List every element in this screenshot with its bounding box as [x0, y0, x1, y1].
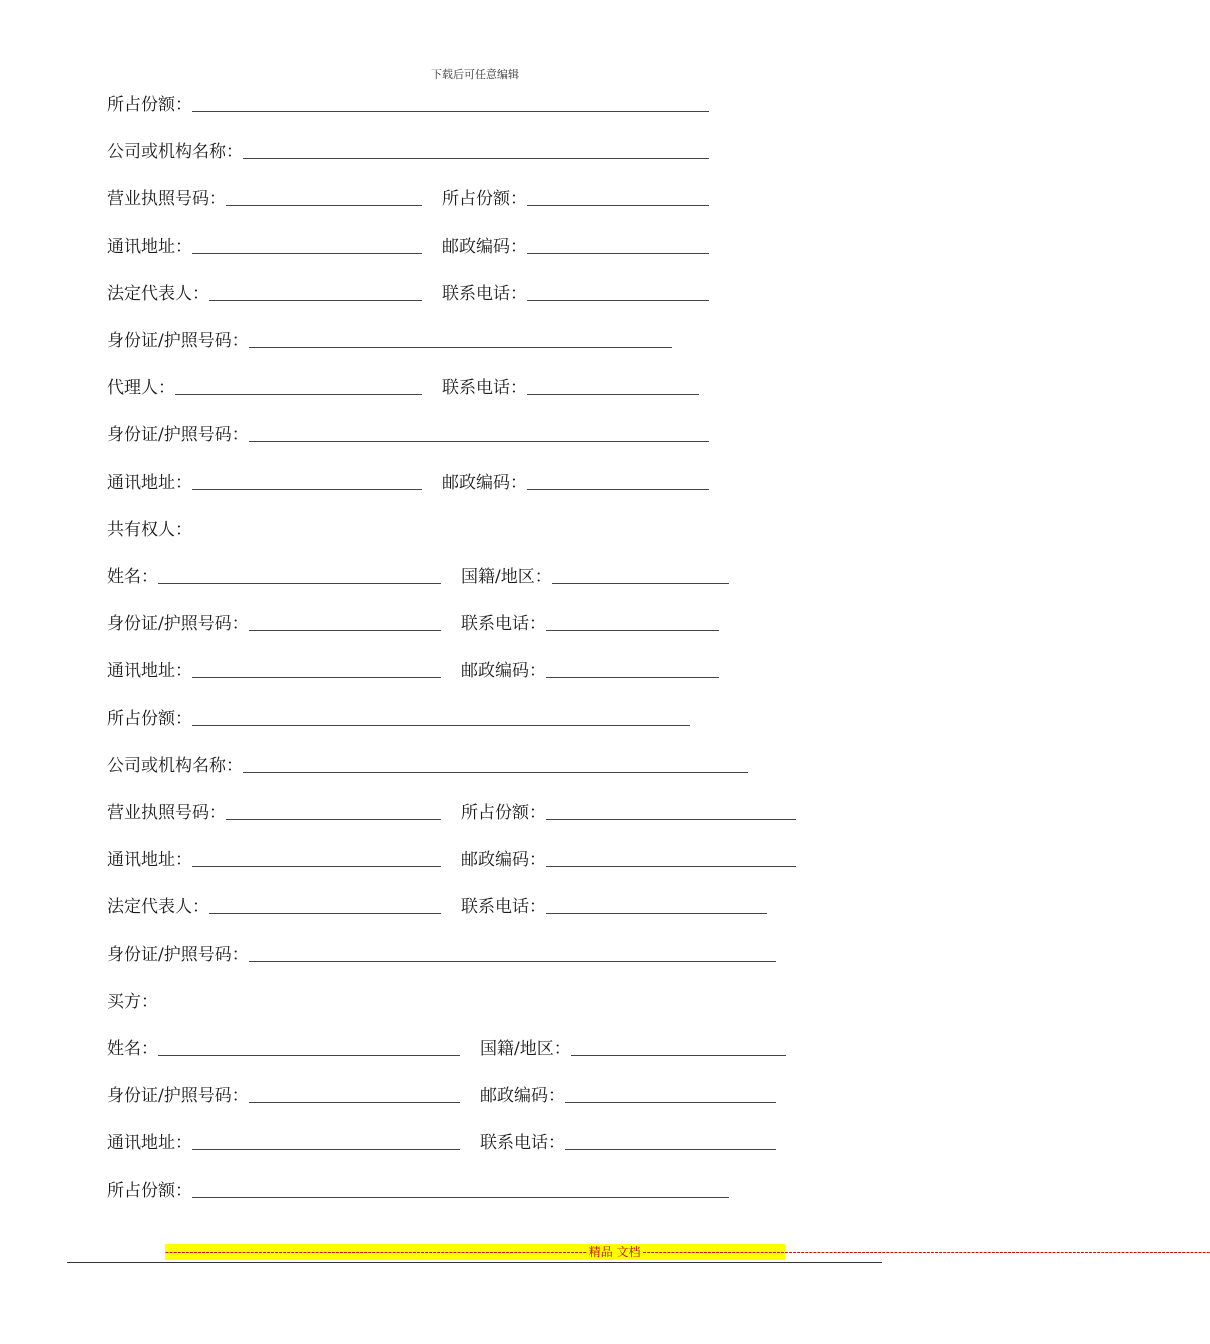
fill-in-blank[interactable] — [226, 204, 422, 206]
form-row — [107, 656, 719, 682]
fill-in-blank[interactable] — [527, 393, 699, 395]
form-field — [107, 94, 709, 116]
form-row — [107, 326, 672, 352]
fill-in-blank[interactable] — [209, 299, 422, 301]
fill-in-blank[interactable] — [527, 299, 709, 301]
form-row — [107, 704, 690, 730]
form-field — [480, 1132, 776, 1154]
field-label: 联系电话： — [461, 897, 546, 918]
form-field — [107, 472, 422, 494]
form-row — [107, 609, 719, 635]
form-field — [107, 802, 441, 824]
field-label: 公司或机构名称： — [107, 142, 243, 163]
form-field — [107, 330, 672, 352]
field-label: 姓名： — [107, 1039, 158, 1059]
fill-in-blank[interactable] — [571, 1054, 786, 1056]
footer-dashes-right: -------------------------------------------------------------------------------------------------------------------------------------------- — [642, 1245, 1210, 1259]
fill-in-blank[interactable] — [175, 393, 422, 395]
form-row — [107, 940, 776, 966]
form-field — [107, 1085, 460, 1107]
field-label: 身份证/护照号码： — [107, 331, 249, 351]
field-label: 通讯地址： — [107, 850, 192, 871]
fill-in-blank[interactable] — [527, 204, 709, 206]
field-label: 邮政编码： — [442, 236, 527, 257]
field-label: 邮政编码： — [461, 661, 546, 682]
field-label: 法定代表人： — [107, 283, 209, 304]
field-label: 公司或机构名称： — [107, 755, 243, 776]
form-field — [480, 1085, 776, 1107]
form-field — [442, 472, 709, 494]
form-row — [107, 1034, 786, 1060]
form-field — [461, 566, 729, 588]
form-field — [107, 141, 709, 163]
form-row — [107, 232, 709, 258]
field-label: 身份证/护照号码： — [107, 614, 249, 635]
field-label: 法定代表人： — [107, 897, 209, 918]
field-label: 联系电话： — [442, 378, 527, 399]
fill-in-blank[interactable] — [226, 818, 441, 820]
form-field — [442, 377, 699, 399]
form-row — [107, 373, 699, 399]
header-note: 下载后可任意编辑 — [431, 68, 519, 81]
field-label: 国籍/地区： — [461, 567, 552, 587]
field-label: 邮政编码： — [480, 1086, 565, 1107]
field-label: 身份证/护照号码： — [107, 425, 249, 446]
form-field — [107, 1038, 460, 1060]
fill-in-blank[interactable] — [158, 582, 441, 584]
form-field — [107, 236, 422, 258]
form-field — [461, 613, 719, 635]
fill-in-blank[interactable] — [192, 1196, 729, 1198]
fill-in-blank[interactable] — [552, 582, 729, 584]
field-label: 营业执照号码： — [107, 803, 226, 823]
form-field — [107, 613, 441, 635]
form-field — [107, 377, 422, 399]
fill-in-blank[interactable] — [192, 865, 441, 867]
fill-in-blank[interactable] — [249, 1101, 460, 1103]
form-field — [442, 283, 709, 305]
form-field — [107, 849, 441, 871]
footer-text: 精品 文档 — [588, 1245, 641, 1259]
fill-in-blank[interactable] — [565, 1101, 776, 1103]
form-field — [107, 755, 748, 777]
field-label: 邮政编码： — [461, 850, 546, 871]
form-field — [480, 1038, 786, 1060]
fill-in-blank[interactable] — [158, 1054, 460, 1056]
form-field — [461, 896, 767, 918]
fill-in-blank[interactable] — [565, 1148, 776, 1150]
form-field — [107, 1132, 460, 1154]
fill-in-blank[interactable] — [192, 1148, 460, 1150]
field-label: 所占份额： — [107, 95, 192, 115]
form-field — [461, 660, 719, 682]
form-row — [107, 184, 709, 210]
form-row — [107, 468, 709, 494]
section-heading: 共有权人： — [107, 519, 192, 540]
field-label: 邮政编码： — [442, 472, 527, 493]
form-row — [107, 279, 709, 305]
fill-in-blank[interactable] — [243, 771, 748, 773]
form-row — [107, 90, 709, 116]
form-row — [107, 1081, 776, 1107]
form-field — [442, 236, 709, 258]
fill-in-blank[interactable] — [249, 960, 776, 962]
form-field — [461, 849, 796, 871]
fill-in-blank[interactable] — [192, 724, 690, 726]
form-row — [107, 892, 767, 918]
fill-in-blank[interactable] — [546, 676, 719, 678]
field-label: 联系电话： — [461, 614, 546, 635]
fill-in-blank[interactable] — [243, 157, 709, 159]
section-heading-row — [107, 987, 158, 1013]
fill-in-blank[interactable] — [192, 110, 709, 112]
field-label: 所占份额： — [461, 803, 546, 823]
fill-in-blank[interactable] — [192, 676, 441, 678]
fill-in-blank[interactable] — [527, 252, 709, 254]
form-field — [107, 708, 690, 730]
form-row — [107, 845, 796, 871]
fill-in-blank[interactable] — [209, 912, 441, 914]
fill-in-blank[interactable] — [527, 488, 709, 490]
field-label: 联系电话： — [442, 283, 527, 304]
form-row — [107, 420, 709, 446]
fill-in-blank[interactable] — [192, 488, 422, 490]
fill-in-blank[interactable] — [249, 440, 709, 442]
field-label: 通讯地址： — [107, 472, 192, 493]
fill-in-blank[interactable] — [546, 629, 719, 631]
field-label: 所占份额： — [107, 1180, 192, 1201]
form-field — [461, 802, 796, 824]
form-field — [107, 283, 422, 305]
form-field — [107, 566, 441, 588]
form-row — [107, 1128, 776, 1154]
fill-in-blank[interactable] — [546, 818, 796, 820]
form-field — [107, 944, 776, 966]
form-row — [107, 751, 748, 777]
field-label: 营业执照号码： — [107, 189, 226, 210]
form-field — [107, 1180, 729, 1202]
footer-dashes-left: -------------------------------------------------------------------------------------------------------- — [165, 1245, 587, 1259]
section-heading: 买方： — [107, 991, 158, 1012]
form-field — [107, 188, 422, 210]
field-label: 身份证/护照号码： — [107, 1086, 249, 1107]
fill-in-blank[interactable] — [249, 629, 441, 631]
form-row — [107, 562, 729, 588]
field-label: 通讯地址： — [107, 1133, 192, 1154]
form-field — [107, 896, 441, 918]
field-label: 国籍/地区： — [480, 1039, 571, 1059]
form-row — [107, 137, 709, 163]
footer-rule — [67, 1262, 882, 1263]
section-heading-row — [107, 515, 192, 541]
field-label: 所占份额： — [107, 708, 192, 729]
form-row — [107, 798, 796, 824]
form-field — [442, 188, 709, 210]
fill-in-blank[interactable] — [192, 252, 422, 254]
form-row — [107, 1176, 729, 1202]
fill-in-blank[interactable] — [546, 912, 767, 914]
field-label: 通讯地址： — [107, 661, 192, 682]
fill-in-blank[interactable] — [249, 346, 672, 348]
field-label: 联系电话： — [480, 1133, 565, 1154]
footer-banner — [165, 1244, 1210, 1260]
form-field — [107, 660, 441, 682]
field-label: 代理人： — [107, 378, 175, 399]
form-field — [107, 424, 709, 446]
field-label: 通讯地址： — [107, 236, 192, 257]
field-label: 身份证/护照号码： — [107, 944, 249, 965]
field-label: 姓名： — [107, 567, 158, 587]
field-label: 所占份额： — [442, 189, 527, 210]
fill-in-blank[interactable] — [546, 865, 796, 867]
